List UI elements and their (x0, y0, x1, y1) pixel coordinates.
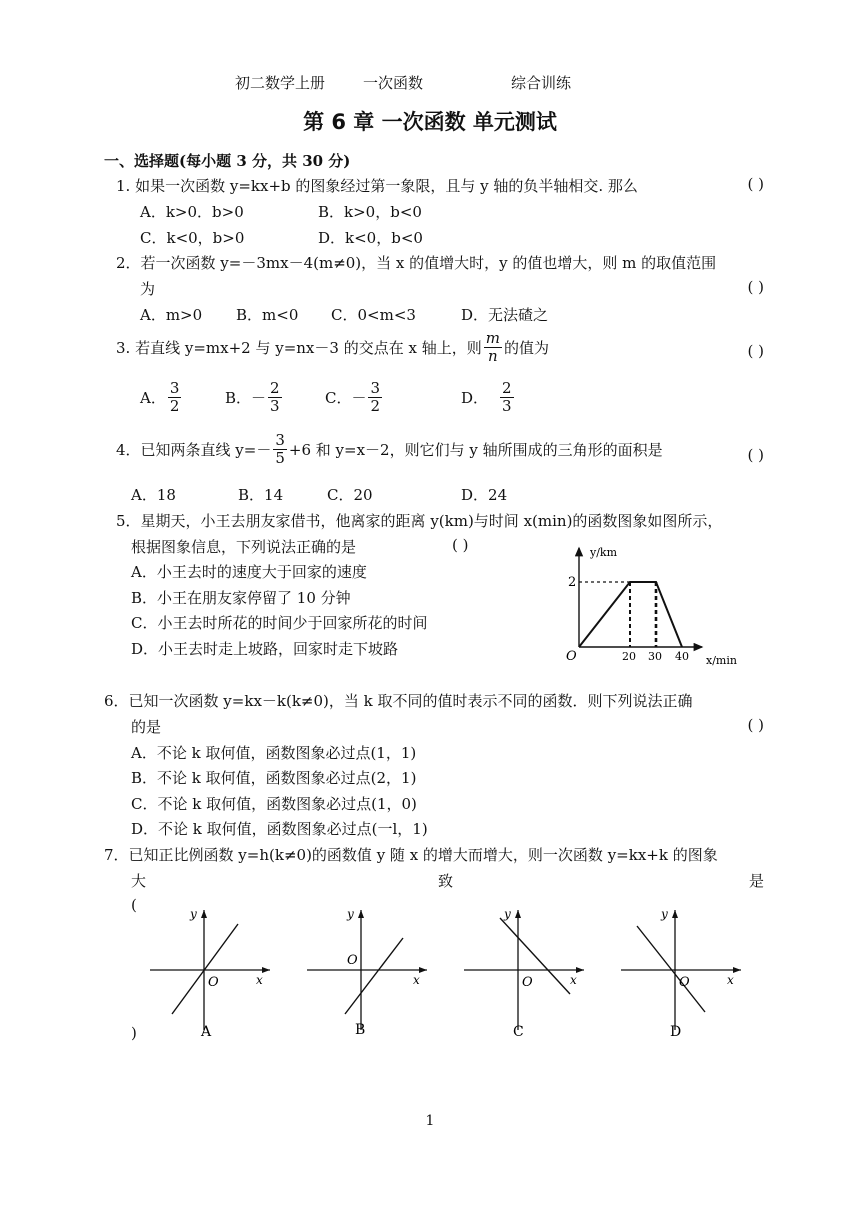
q7-stem-cont-1: 大 (131, 872, 147, 890)
graph-x-tick-30: 30 (648, 650, 662, 663)
graph-origin: O (566, 649, 577, 664)
q6-option-d: D．不论 k 取何值，函数图象必过点(一l，1) (131, 820, 428, 838)
q3-option-d-label: D． (461, 388, 489, 407)
x-arrow (733, 967, 741, 973)
q3-stem (116, 330, 549, 364)
q3-option-a-label: A． (140, 388, 166, 407)
q7-graph-b (303, 902, 433, 1042)
q4-option-d: D．24 (461, 486, 508, 504)
q3-option-a-frac (168, 380, 182, 414)
graph-line (172, 924, 238, 1014)
graph-x-tick-40: 40 (675, 650, 689, 663)
q7-graph-d (617, 902, 747, 1042)
x-arrow (576, 967, 584, 973)
q1-stem: 1. 如果一次函数 y=kx+b 的图象经过第一象限，且与 y 轴的负半轴相交. 那么 (116, 177, 638, 195)
frac-den: 3 (502, 396, 512, 415)
frac-num: 2 (502, 379, 512, 397)
q6-stem: 6．已知一次函数 y=kx－k(k≠0)，当 k 取不同的值时表示不同的函数．则下列说法正确 (104, 692, 693, 710)
y-arrow (672, 910, 678, 918)
origin-label: O (347, 953, 358, 968)
q5-option-b: B．小王在朋友家停留了 10 分钟 (131, 589, 351, 607)
x-label: x (413, 973, 420, 987)
x-label: x (256, 973, 263, 987)
frac-num: 3 (370, 379, 381, 397)
x-arrow (419, 967, 427, 973)
q4-option-c: C．20 (327, 486, 373, 504)
page-number: 1 (425, 1113, 435, 1129)
header-type: 综合训练 (511, 74, 572, 92)
q5-stem-cont: 根据图象信息，下列说法正确的是 (131, 538, 357, 556)
graph-x-tick-20: 20 (622, 650, 636, 663)
origin-label: O (522, 975, 533, 990)
q4-stem-pre: 4．已知两条直线 y=－ (116, 440, 272, 459)
q3-option-b-label: B．－ (225, 388, 267, 407)
section-heading: 一、选择题(每小题 3 分，共 30 分) (104, 152, 351, 170)
q5-distance-time-graph (544, 542, 754, 672)
q7-graph-a (146, 902, 276, 1042)
frac-den: 3 (270, 396, 280, 415)
graph-a-label: A (201, 1024, 212, 1040)
y-label: y (661, 907, 668, 921)
graph-x-label: x/min (706, 654, 737, 667)
graph-y-tick-2: 2 (568, 575, 577, 590)
y-label: y (504, 907, 511, 921)
origin-label: O (208, 975, 219, 990)
frac-num: 3 (169, 379, 180, 397)
frac-num: 2 (270, 379, 280, 397)
q1-option-d: D．k<0，b<0 (318, 229, 423, 247)
q3-answer-paren: ( ) (747, 342, 764, 360)
q2-option-d: D．无法碴之 (461, 306, 549, 324)
q7-stem-cont-2: 致 (438, 872, 454, 890)
x-label: x (727, 973, 734, 987)
q6-option-b: B．不论 k 取何值，函数图象必过点(2，1) (131, 769, 417, 787)
graph-y-label: y/km (590, 546, 618, 559)
q4-answer-paren: ( ) (747, 446, 764, 464)
header-grade: 初二数学上册 (235, 74, 326, 92)
q1-option-b: B．k>0，b<0 (318, 203, 422, 221)
q4-fraction (273, 432, 287, 466)
q7-graph-c (460, 902, 590, 1042)
q3-option-b-frac (268, 380, 282, 414)
q2-option-a: A．m>0 (140, 306, 203, 324)
y-label: y (190, 907, 197, 921)
x-arrow (262, 967, 270, 973)
frac-den: 2 (370, 396, 381, 415)
q1-answer-paren: ( ) (747, 175, 764, 193)
graph-line (500, 918, 570, 994)
header-topic: 一次函数 (363, 74, 424, 92)
q7-stem: 7．已知正比例函数 y=h(k≠0)的函数值 y 随 x 的增大而增大，则一次函数 y=kx+k 的图象 (104, 846, 718, 864)
q4-option-a: A．18 (131, 486, 176, 504)
y-arrow (201, 910, 207, 918)
q3-frac-num: m (485, 329, 500, 347)
q4-frac-den: 5 (275, 448, 285, 467)
q3-option-d-frac (500, 380, 514, 414)
graph-b-label: B (355, 1022, 366, 1038)
q3-frac-den: n (487, 346, 498, 365)
y-arrow (515, 910, 521, 918)
y-label: y (347, 907, 354, 921)
q2-stem: 2．若一次函数 y=－3mx－4(m≠0)，当 x 的值增大时，y 的值也增大，则 m 的取值范围 (116, 254, 717, 272)
q3-option-c-label: C．－ (325, 388, 367, 407)
frac-den: 2 (169, 396, 180, 415)
graph-d-label: D (670, 1024, 682, 1040)
q3-option-a (140, 380, 183, 414)
q6-option-c: C．不论 k 取何值，函数图象必过点(1，0) (131, 795, 417, 813)
graph-line (345, 938, 403, 1014)
q7-open-paren: ( (131, 896, 137, 914)
q4-option-b: B．14 (238, 486, 284, 504)
origin-label: O (679, 975, 690, 990)
q1-option-c: C．k<0，b>0 (140, 229, 245, 247)
q3-option-c-frac (368, 380, 382, 414)
q6-answer-paren: ( ) (747, 716, 764, 734)
q4-frac-num: 3 (275, 431, 285, 449)
q2-option-b: B．m<0 (236, 306, 299, 324)
q2-option-c: C．0<m<3 (331, 306, 416, 324)
q5-option-c: C．小王去时所花的时间少于回家所花的时间 (131, 614, 428, 632)
q5-stem: 5．星期天，小王去朋友家借书，他离家的距离 y(km)与时间 x(min)的函数图象如图所示， (116, 512, 723, 530)
q6-option-a: A．不论 k 取何值，函数图象必过点(1，1) (131, 744, 417, 762)
y-arrow (358, 910, 364, 918)
q4-stem-post: +6 和 y=x－2，则它们与 y 轴所围成的三角形的面积是 (288, 440, 663, 459)
x-label: x (570, 973, 577, 987)
q2-stem-cont: 为 (140, 280, 156, 298)
q5-answer-paren: ( ) (452, 536, 469, 554)
q3-fraction (484, 330, 502, 364)
q3-stem-post: 的值为 (503, 338, 549, 357)
graph-c-label: C (513, 1024, 524, 1040)
q5-option-d: D．小王去时走上坡路，回家时走下坡路 (131, 640, 399, 658)
q2-answer-paren: ( ) (747, 278, 764, 296)
page-title: 第 6 章 一次函数 单元测试 (303, 110, 557, 134)
q7-stem-cont-3: 是 (749, 872, 765, 890)
q3-option-b (225, 380, 284, 414)
q4-stem (116, 432, 663, 466)
q6-stem-cont: 的是 (131, 718, 162, 736)
q1-option-a: A．k>0．b>0 (140, 203, 244, 221)
q3-option-d (461, 380, 516, 414)
q3-stem-pre: 3. 若直线 y=mx+2 与 y=nx－3 的交点在 x 轴上，则 (116, 338, 482, 357)
graph-line (637, 926, 705, 1012)
q7-close-paren: ) (131, 1024, 137, 1042)
q3-option-c (325, 380, 384, 414)
q5-option-a: A．小王去时的速度大于回家的速度 (131, 563, 367, 581)
